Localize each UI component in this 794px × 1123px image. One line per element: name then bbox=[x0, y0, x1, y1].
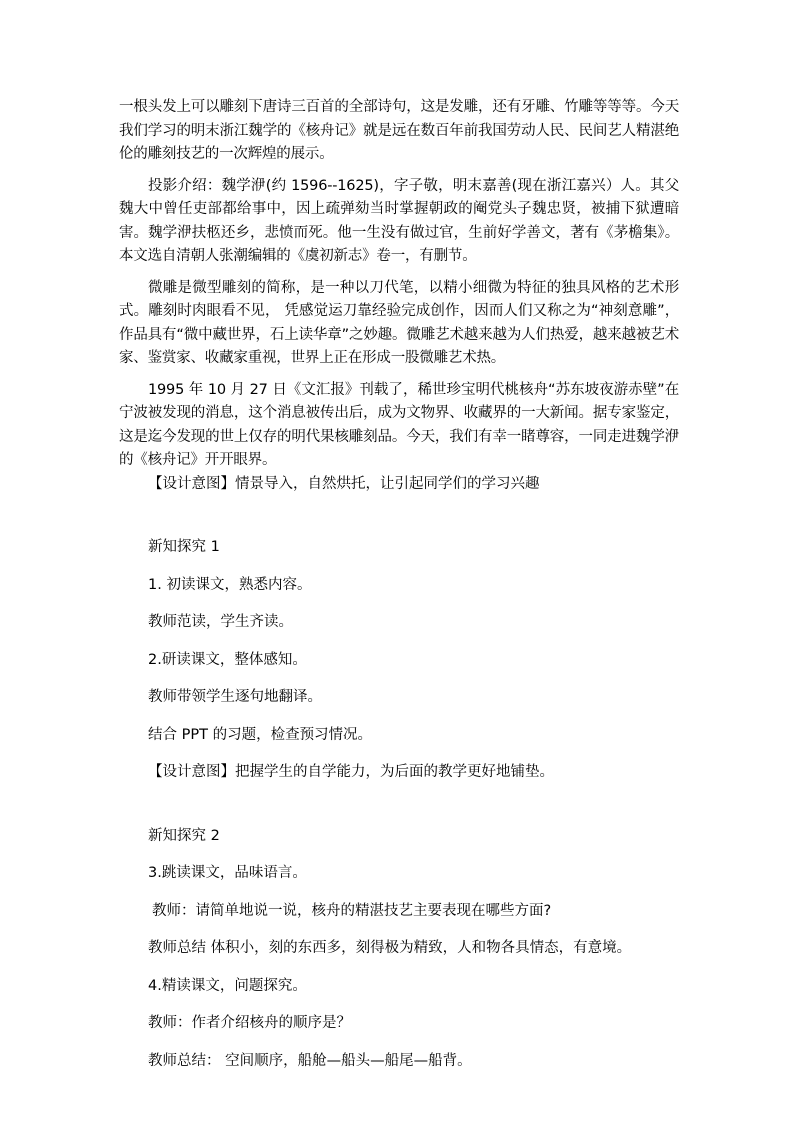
section-2-item: 教师：请简单地说一说，核舟的精湛技艺主要表现在哪些方面? bbox=[152, 902, 552, 919]
news-paragraph: 1995 年 10 月 27 日《文汇报》刊载了，稀世珍宝明代桃核舟“苏东坡夜游赤壁”在宁波被发现的消息，这个消息被传出后，成为文物界、收藏界的一大新闻。据专家鉴定，这是迄今发现的世上仅存的明代果核雕刻品。今天，我们有幸一睹尊容，一同走进魏学洢的《核舟记》开开眼界。 bbox=[119, 381, 679, 468]
section-2-item: 教师总结： 空间顺序，船舱—船头—船尾—船背。 bbox=[148, 1052, 472, 1069]
section-1-item: 2.研读课文，整体感知。 bbox=[148, 651, 307, 668]
micro-carving-paragraph: 微雕是微型雕刻的简称，是一种以刀代笔，以精小细微为特征的独具风格的艺术形式。雕刻时肉眼看不见， 凭感觉运刀靠经验完成创作，因而人们又称之为“神刻意雕”，作品具有“微中藏世界，石上读华章”之妙趣。微雕艺术越来越为人们热爱，越来越被艺术家、鉴赏家、收藏家重视，世界上正在形成一股微雕艺术热。 bbox=[119, 279, 679, 366]
document-content bbox=[119, 96, 679, 1073]
author-intro-paragraph: 投影介绍：魏学洢(约 1596--1625)，字子敬，明末嘉善(现在浙江嘉兴）人。其父魏大中曾任吏部都给事中，因上疏弹劾当时掌握朝政的阉党头子魏忠贤，被捕下狱遭暗害。魏学洢扶柩还乡，悲愤而死。他一生没有做过官，生前好学善文，著有《茅檐集》。本文选自清朝人张潮编辑的《虞初新志》卷一，有删节。 bbox=[119, 177, 679, 264]
section-1-item: 结合 PPT 的习题，检查预习情况。 bbox=[148, 726, 373, 743]
design-intent-1: 【设计意图】情景导入，自然烘托，让引起同学们的学习兴趣 bbox=[148, 475, 540, 492]
section-1-item: 教师带领学生逐句地翻译。 bbox=[148, 689, 322, 705]
design-intent-2: 【设计意图】把握学生的自学能力，为后面的教学更好地铺垫。 bbox=[148, 764, 554, 780]
intro-paragraph: 一根头发上可以雕刻下唐诗三百首的全部诗句，这是发雕，还有牙雕、竹雕等等等。今天我们学习的明末浙江魏学的《核舟记》就是远在数百年前我国劳动人民、民间艺人精湛绝伦的雕刻技艺的一次辉煌的展示。 bbox=[119, 99, 679, 162]
section-2-title: 新知探究 2 bbox=[148, 827, 220, 844]
section-2-item: 3.跳读课文，品味语言。 bbox=[148, 865, 307, 881]
section-1-item: 1. 初读课文，熟悉内容。 bbox=[148, 576, 312, 593]
section-1-title: 新知探究 1 bbox=[148, 539, 220, 555]
section-2-item: 4.精读课文，问题探究。 bbox=[148, 977, 307, 994]
section-2-item: 教师总结 体积小，刻的东西多，刻得极为精致，人和物各具情态，有意境。 bbox=[148, 940, 632, 956]
section-2-item: 教师：作者介绍核舟的顺序是？ bbox=[148, 1015, 351, 1031]
section-1-item: 教师范读，学生齐读。 bbox=[148, 614, 293, 630]
